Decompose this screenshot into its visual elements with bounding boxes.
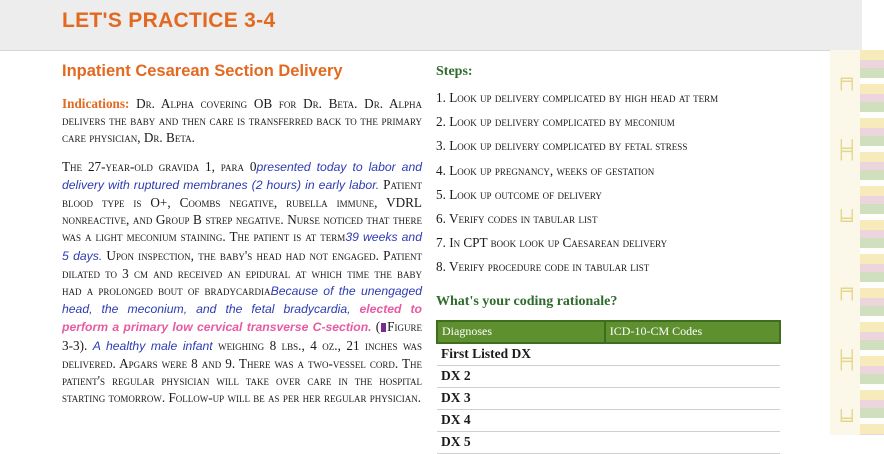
step-item: 3. Look up delivery complicated by fetal stress <box>436 138 688 154</box>
highlight-text-bold: elected to perform a primary low cervical transverse C-section. <box>62 302 422 335</box>
case-text: Patient blood type is O+, Coombs negative, rubella immune, VDRL nonreactive, and Group B strep negative. Nurse noticed that there was a light meconium staining. The patient is at term <box>62 176 422 245</box>
code-cell[interactable] <box>605 431 780 453</box>
decorative-glyph: ╘╛ <box>836 210 858 231</box>
highlight-text: presented today to labor and delivery with ruptured membranes (2 hours) in early labor. <box>62 159 422 192</box>
code-cell[interactable] <box>605 365 780 387</box>
step-item: 8. Verify procedure code in tabular list <box>436 259 650 275</box>
indications-paragraph <box>62 95 422 147</box>
diagnosis-label: DX 3 <box>437 387 605 409</box>
indications-text: Dr. Alpha covering OB for Dr. Beta. Dr. Alpha delivers the baby and then care is transferred back to the primary care physician, Dr. Beta. <box>62 96 422 146</box>
step-item: 6. Verify codes in tabular list <box>436 210 598 226</box>
figure-reference[interactable]: Figure 3-3 <box>62 319 422 353</box>
decorative-border <box>830 50 884 435</box>
decorative-stripe <box>860 50 884 435</box>
step-item: 7. In CPT book look up Caesarean delivery <box>436 235 668 251</box>
highlight-text: Because of the unengaged head, the meconium, and the fetal bradycardia, <box>62 284 422 317</box>
code-cell[interactable] <box>605 343 780 366</box>
rationale-title: What's your coding rationale? <box>436 293 618 309</box>
table-row <box>437 409 780 431</box>
code-cell[interactable] <box>605 409 780 431</box>
diagnosis-label: First Listed DX <box>437 343 605 366</box>
decorative-glyph: ╞╡ <box>836 140 858 161</box>
step-item: 1. Look up delivery complicated by high head at term <box>436 90 719 105</box>
steps-title: Steps: <box>436 64 473 79</box>
decorative-glyph: ╞╡ <box>836 350 858 371</box>
steps-list <box>436 86 781 280</box>
code-cell[interactable] <box>605 387 780 409</box>
case-column <box>62 62 422 417</box>
steps-column <box>436 64 781 454</box>
highlight-text: 39 weeks and 5 days. <box>62 230 422 263</box>
page-title: LET'S PRACTICE 3-4 <box>62 9 276 32</box>
decorative-glyph: ╒╕ <box>836 280 858 301</box>
diagnosis-label: DX 5 <box>437 431 605 453</box>
column-header-diagnoses: Diagnoses <box>437 321 605 343</box>
case-text: Upon inspection, the baby's head had not engaged. Patient dilated to 3 cm and received an epidural at which time the baby had a prolonged bout of bradycardia <box>62 247 422 299</box>
step-item: 5. Look up outcome of delivery <box>436 186 602 202</box>
case-text: The 27-year-old gravida 1, para 0 <box>62 158 257 174</box>
diagnosis-label: DX 2 <box>437 365 605 387</box>
decorative-glyph: ╘╛ <box>836 410 858 431</box>
column-header-codes: ICD-10-CM Codes <box>605 321 780 343</box>
table-header-row <box>437 321 780 343</box>
diagnosis-label: DX 4 <box>437 409 605 431</box>
case-text: ( <box>371 319 381 335</box>
table-row <box>437 431 780 453</box>
case-text: weighing 8 lbs., 4 oz., 21 inches was delivered. Apgars were 8 and 9. There was a two-vessel cord. The patient's regular physician will take over care in the hospital starting tomorrow. Follow-up will be as per her regular physician. <box>62 337 422 406</box>
diagnosis-table <box>436 320 781 454</box>
section-title: Inpatient Cesarean Section Delivery <box>62 62 343 80</box>
figure-marker-icon <box>381 323 386 332</box>
step-item: 2. Look up delivery complicated by meconium <box>436 114 675 130</box>
indications-label: Indications: <box>62 96 130 111</box>
case-text: ). <box>79 337 93 353</box>
case-paragraph <box>62 158 422 407</box>
header-bar <box>0 0 862 51</box>
highlight-text: A healthy male infant <box>92 338 213 353</box>
decorative-glyph: ╒╕ <box>836 70 858 91</box>
table-row <box>437 387 780 409</box>
table-row <box>437 365 780 387</box>
table-row <box>437 343 780 366</box>
step-item: 4. Look up pregnancy, weeks of gestation <box>436 162 655 178</box>
